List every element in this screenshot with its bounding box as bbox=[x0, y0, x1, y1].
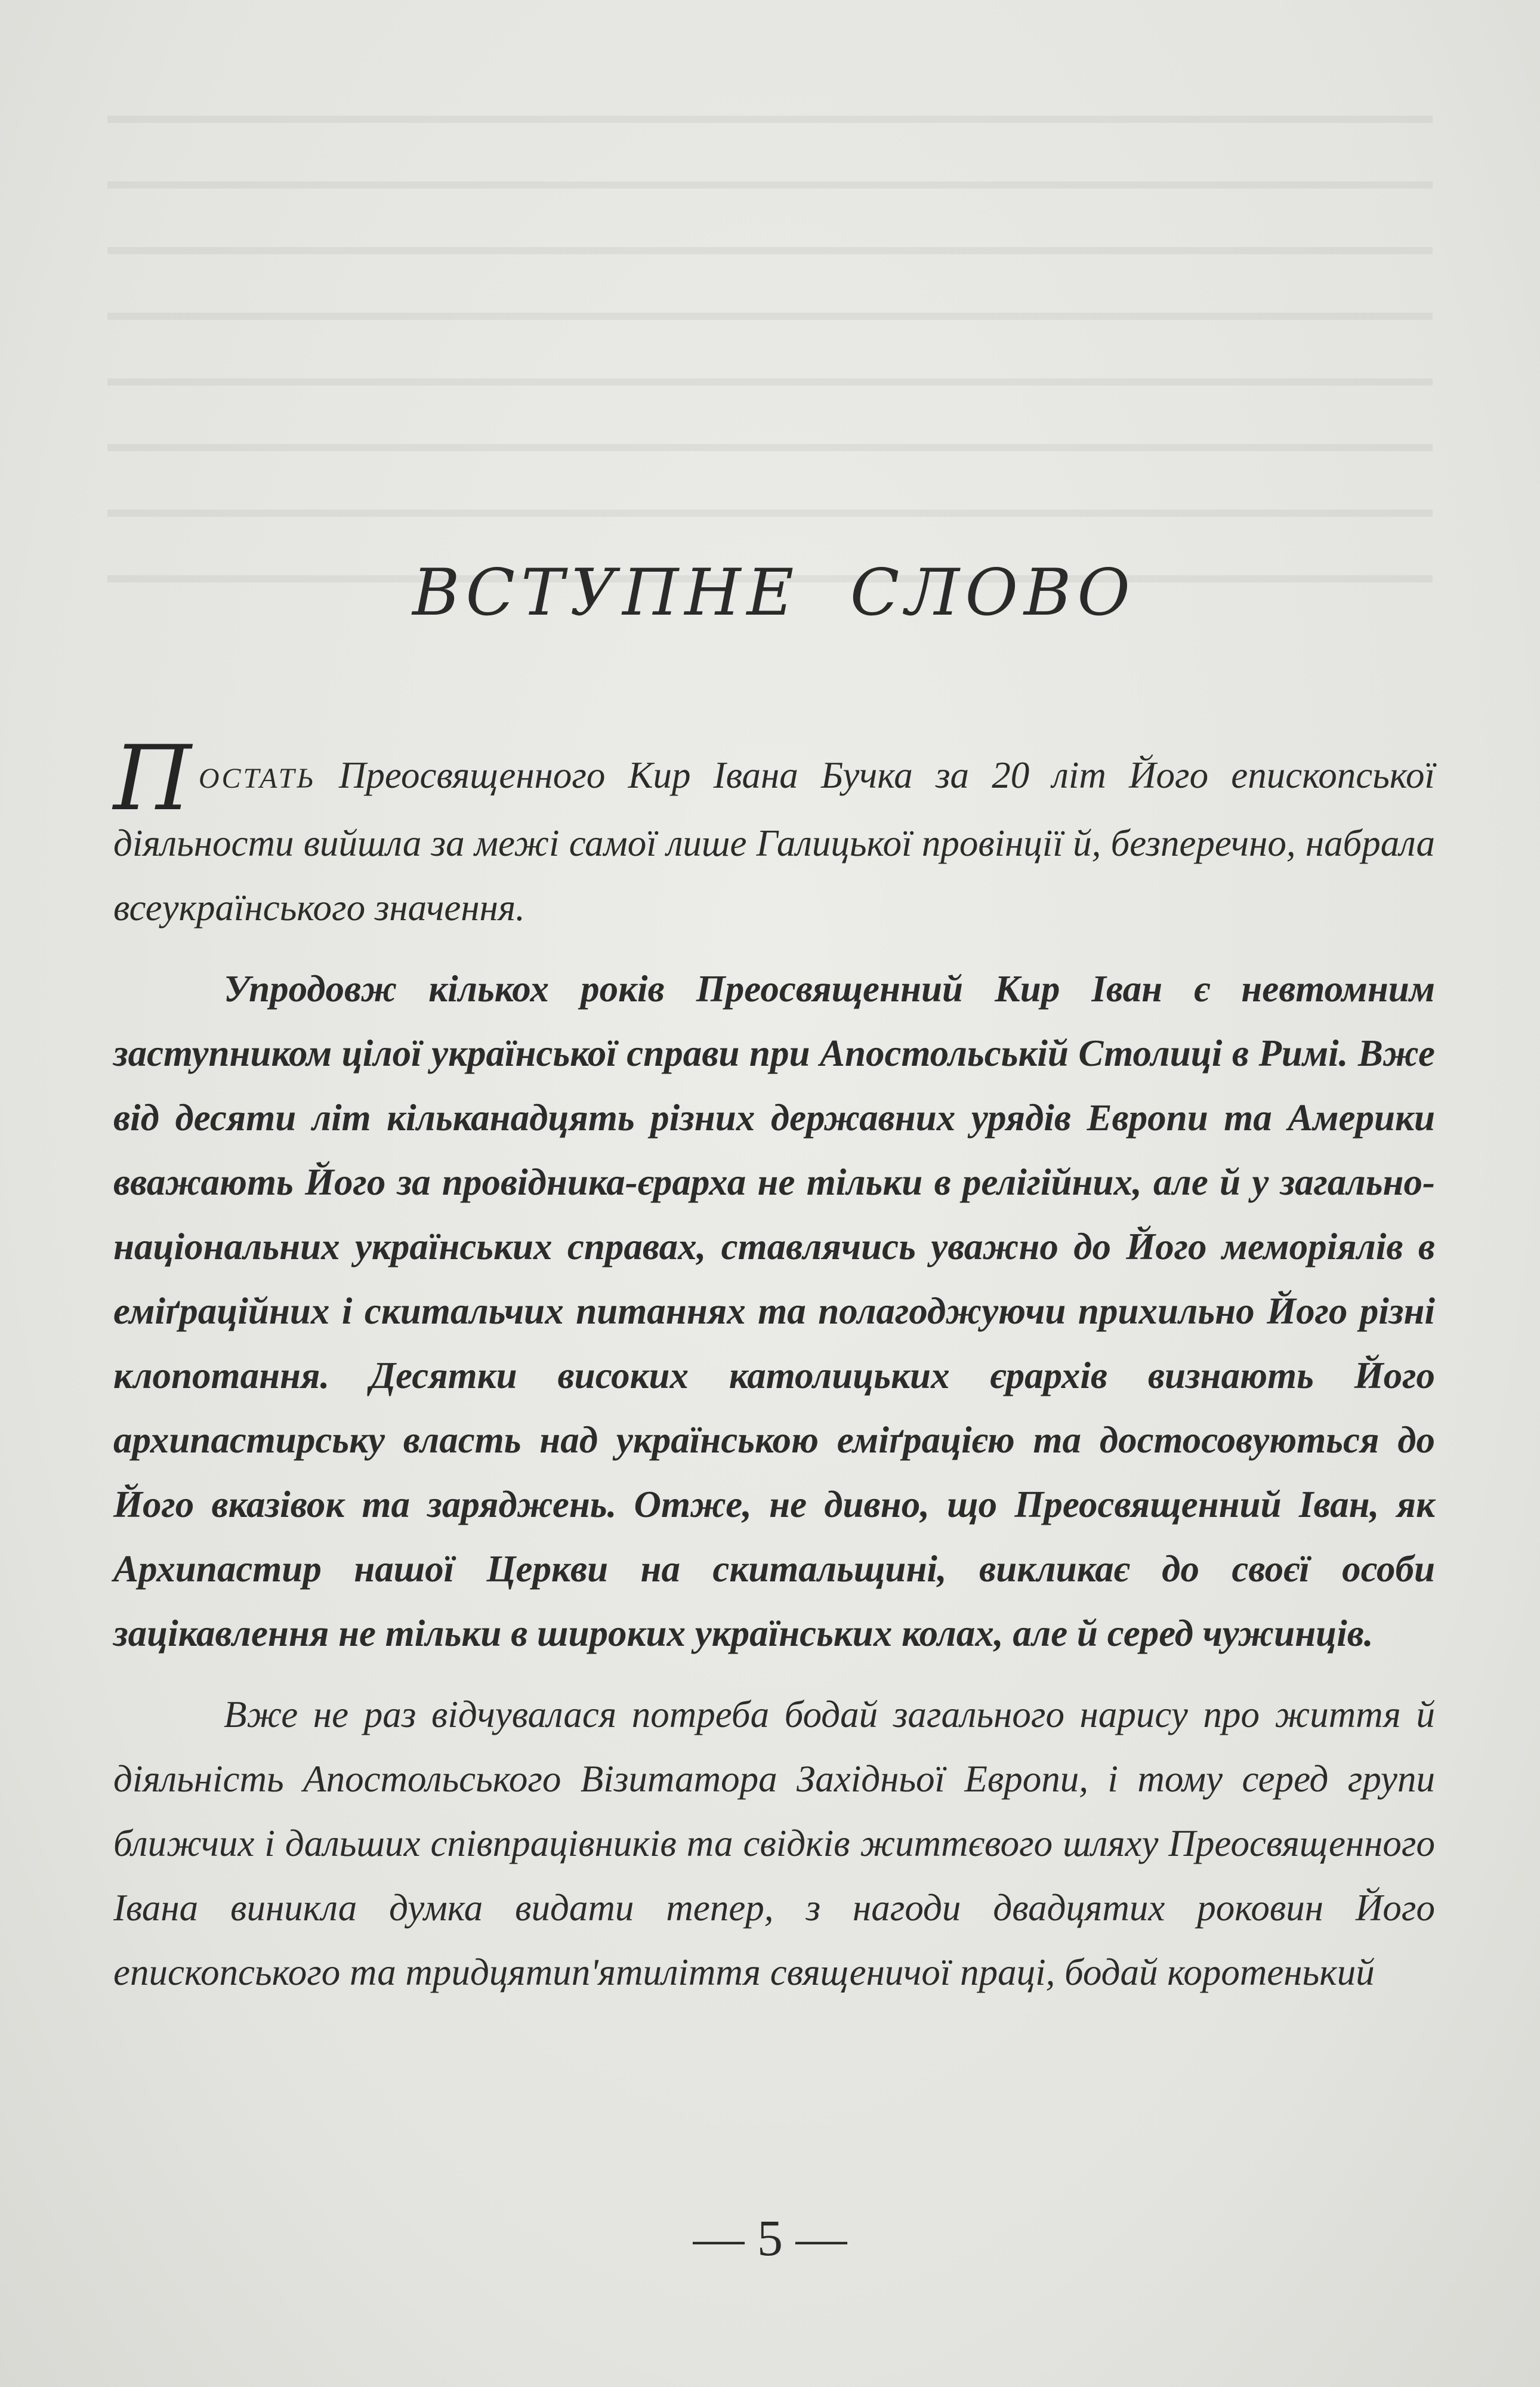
paragraph-1-lead: ОСТАТЬ bbox=[198, 763, 316, 794]
body-text bbox=[113, 727, 1435, 2021]
paragraph-1 bbox=[113, 727, 1435, 940]
drop-initial: П bbox=[113, 727, 192, 831]
paragraph-1-text: Преосвященного Кир Івана Бучка за 20 літ Його епископської діяльности вийшла за межі самої лише Галицької провінції й, безперечно, набрала всеукраїнського значення. bbox=[113, 754, 1435, 929]
paragraph-3: Вже не раз відчувалася потреба бодай загального нарису про життя й діяльність Апостольського Візитатора Західньої Европи, і тому серед групи ближчих і дальших співпрацівників та свідків життєвого шляху Преосвященного Івана виникла думка видати тепер, з нагоди двадцятих роковин Його епископського та тридцятип'ятиліття священичої праці, бодай коротенький bbox=[113, 1694, 1435, 1993]
page-title: ВСТУПНЕ СЛОВО bbox=[412, 556, 1136, 630]
paragraph-2: Упродовж кількох років Преосвященний Кир Іван є невтомним заступником цілої української справи при Апостольській Столиці в Римі. Вже від десяти літ кільканадцять різних державних урядів Европи та Америки вважають Його за провідника-єрарха не тільки в релігійних, але й у загально-національних українських справах, ставлячись уважно до Його меморіялів в еміґраційних і скитальчих питаннях та полагоджуючи прихильно Його різні клопотання. Десятки високих католицьких єрархів визнають Його архипастирську власть над українською еміґрацією та достосовуються до Його вказівок та заряджень. Отже, не дивно, що Преосвященний Іван, як Архипастир нашої Церкви на скитальщині, викликає до своєї особи зацікавлення не тільки в широких українських колах, але й серед чужинців. bbox=[113, 968, 1435, 1654]
bleed-through-text bbox=[107, 78, 1433, 615]
page-number: — 5 — bbox=[693, 2209, 847, 2266]
